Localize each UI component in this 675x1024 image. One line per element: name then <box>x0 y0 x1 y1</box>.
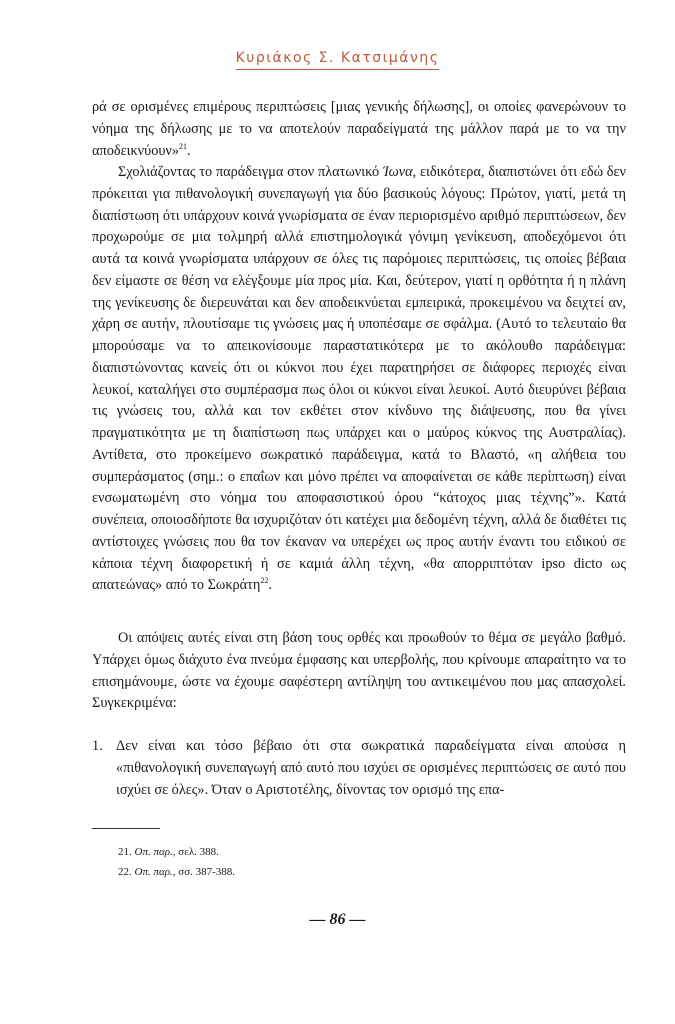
footnote-22 <box>118 862 235 882</box>
list-item <box>92 736 626 801</box>
footnote-detail: , σσ. 387-388. <box>172 866 236 878</box>
numbered-list <box>92 736 626 801</box>
footnote-number: 22. <box>118 866 132 878</box>
page-number: — 86 — <box>309 911 366 928</box>
paragraph-text: , ειδικότερα, διαπιστώνει ότι εδώ δεν πρόκειται για πιθανολογική συνεπαγωγή για δύο βασικούς λόγους: Πρώτον, γιατί, μετά τη διαπίστωση ότι υπάρχουν κοινά γνωρίσματα σε έναν περιορισμένο αριθμό περιπτώσεων, δεν προχωρούμε σε μια τολμηρή αλλά επιστημολογικά γόνιμη γενίκευση, αποδεχόμενοι ότι αυτά τα κοινά γνωρίσματα υπάρχουν σε όλες τις παρόμοιες περιπτώσεις, τις οποίες βέβαια δεν είμαστε σε θέση να ελέγξουμε μία προς μία. Και, δεύτερον, γιατί η ορθότητα ή η πλάνη της γενίκευσης δε διερευνάται και δεν αποδεικνύεται εμπειρικά, προκειμένου να δειχτεί αν, χάρη σε αυτήν, πλουτίσαμε τις γνώσεις μας ή υποπέσαμε σε σφάλμα. (Αυτό το τελευταίο θα μπορούσαμε να το απεικονίσουμε παραστατικότερα με το ακόλουθο παράδειγμα: διαπιστώνοντας κανείς ότι οι κύκνοι που έχει παρατηρήσει σε διάφορες περιοχές είναι λευκοί, καταλήγει στο συμπέρασμα πως όλοι οι κύκνοι είναι λευκοί. Αυτό διευρύνει βέβαια τις γνώσεις του, αλλά και τον εκθέτει στον κίνδυνο της διάψευσης, που θα γίνει πραγματικότητα με τη διαπίστωση πως υπάρχει και ο μαύρος κύκνος της Αυστραλίας). Αντίθετα, στο προκείμενο σωκρατικό παράδειγμα, κατά το Βλαστό, «η αλήθεια του συμπεράσματος (σημ.: ο επαΐων και μόνο πρέπει να αποφαίνεται σε κάθε περίπτωση) είναι ενσωματωμένη στο νόημα του αποφασιστικού όρου “κάτοχος μιας τέχνης”». Κατά συνέπεια, οποιοσδήποτε θα ισχυριζόταν ότι κατέχει μια δεδομένη τέχνη, αλλά δε διαθέτει τις αντίστοιχες γνώσεις που θα τον έκαναν να υπερέχει ως προς αυτήν έναντι του ειδικού σε κάποια τέχνη διαφορετική ή σε καμιά άλλη τέχνη, «θα απορριπτόταν ipso dicto ως απατεώνας» από το Σωκράτη <box>92 164 626 594</box>
header-title: Κυριάκος Σ. Κατσιμάνης <box>236 50 440 70</box>
paragraph-text: Σχολιάζοντας το παράδειγμα στον πλατωνικό <box>118 164 383 180</box>
running-header <box>0 50 675 70</box>
paragraph-text: Οι απόψεις αυτές είναι στη βάση τους ορθές και προωθούν το θέμα σε μεγάλο βαθμό. Υπάρχει όμως διάχυτο ένα πνεύμα έμφασης και υπερβολής, που κρίνουμε απαραίτητο να το επισημάνουμε, ώστε να έχουμε σαφέστερη αντίληψη του αντικειμένου που μας απασχολεί. Συγκεκριμένα: <box>92 630 626 712</box>
footnote-detail: , σελ. 388. <box>172 846 219 858</box>
footnote-ref: Οπ. παρ. <box>134 866 173 878</box>
paragraph-continuation: ρά σε ορισμένες επιμέρους περιπτώσεις [μιας γενικής δήλωσης], οι οποίες φανερώνουν το νόημα της δήλωσης με το να αποτελούν παραδείγματά της μάλλον παρά με το να την αποδεικνύουν»$^{21}$. <box>92 99 626 159</box>
footnote-21 <box>118 842 235 862</box>
list-text: Δεν είναι και τόσο βέβαιο ότι στα σωκρατικά παραδείγματα είναι απούσα η «πιθανολογική συνεπαγωγή από αυτό που ισχύει σε ορισμένες περιπτώσεις σε αυτό που ισχύει σε όλες». Όταν ο Αριστοτέλης, δίνοντας τον ορισμό της επα- <box>116 738 626 798</box>
paragraph-text: ρά σε ορισμένες επιμέρους περιπτώσεις [μιας γενικής δήλωσης], οι οποίες φανερώνουν το νόημα της δήλωσης με το να αποτελούν παραδείγματά της μάλλον παρά με το να την αποδεικνύουν» <box>92 99 626 159</box>
paragraph-ion-example: Σχολιάζοντας το παράδειγμα στον πλατωνικό Ίωνα, ειδικότερα, διαπιστώνει ότι εδώ δεν πρόκειται για πιθανολογική συνεπαγωγή για δύο βασικούς λόγους: Πρώτον, γιατί, μετά τη διαπίστωση ότι υπάρχουν κοινά γνωρίσματα σε έναν περιορισμένο αριθμό περιπτώσεων, δεν προχωρούμε σε μια τολμηρή αλλά επιστημολογικά γόνιμη γενίκευση, αποδεχόμενοι ότι αυτά τα κοινά γνωρίσματα υπάρχουν σε όλες τις παρόμοιες περιπτώσεις, τις οποίες βέβαια δεν είμαστε σε θέση να ελέγξουμε μία προς μία. Και, δεύτερον, γιατί η ορθότητα ή η πλάνη της γενίκευσης δε διερευνάται και δεν αποδεικνύεται εμπειρικά, προκειμένου να δειχτεί αν, χάρη σε αυτήν, πλουτίσαμε τις γνώσεις μας ή υποπέσαμε σε σφάλμα. (Αυτό το τελευταίο θα μπορούσαμε να το απεικονίσουμε παραστατικότερα με το ακόλουθο παράδειγμα: διαπιστώνοντας κανείς ότι οι κύκνοι που έχει παρατηρήσει σε διάφορες περιοχές είναι λευκοί, καταλήγει στο συμπέρασμα πως όλοι οι κύκνοι είναι λευκοί. Αυτό διευρύνει βέβαια τις γνώσεις του, αλλά και τον εκθέτει στον κίνδυνο της διάψευσης, που θα γίνει πραγματικότητα με τη διαπίστωση πως υπάρχει και ο μαύρος κύκνος της Αυστραλίας). Αντίθετα, στο προκείμενο σωκρατικό παράδειγμα, κατά το Βλαστό, «η αλήθεια του συμπεράσματος (σημ.: ο επαΐων και μόνο πρέπει να αποφαίνεται σε κάθε περίπτωση) είναι ενσωματωμένη στο νόημα του αποφασιστικού όρου “κάτοχος μιας τέχνης”». Κατά συνέπεια, οποιοσδήποτε θα ισχυριζόταν ότι κατέχει μια δεδομένη τέχνη, αλλά δε διαθέτει τις αντίστοιχες γνώσεις που θα τον έκαναν να υπερέχει ως προς αυτήν έναντι του ειδικού σε κάποια τέχνη διαφορετική ή σε καμιά άλλη τέχνη, «θα απορριπτόταν ipso dicto ως απατεώνας» από το Σωκράτη$^{22}$. <box>92 164 626 594</box>
footnote-ref-22[interactable]: 22 <box>260 576 269 586</box>
work-title: Ίωνα <box>382 164 413 180</box>
footnotes <box>118 842 235 882</box>
footnote-ref: Οπ. παρ. <box>134 846 173 858</box>
footnote-ref-21[interactable]: 21 <box>179 141 188 151</box>
list-number: 1. <box>92 738 103 754</box>
footnote-number: 21. <box>118 846 132 858</box>
footnote-divider <box>92 828 160 829</box>
paragraph-assessment <box>92 628 626 715</box>
